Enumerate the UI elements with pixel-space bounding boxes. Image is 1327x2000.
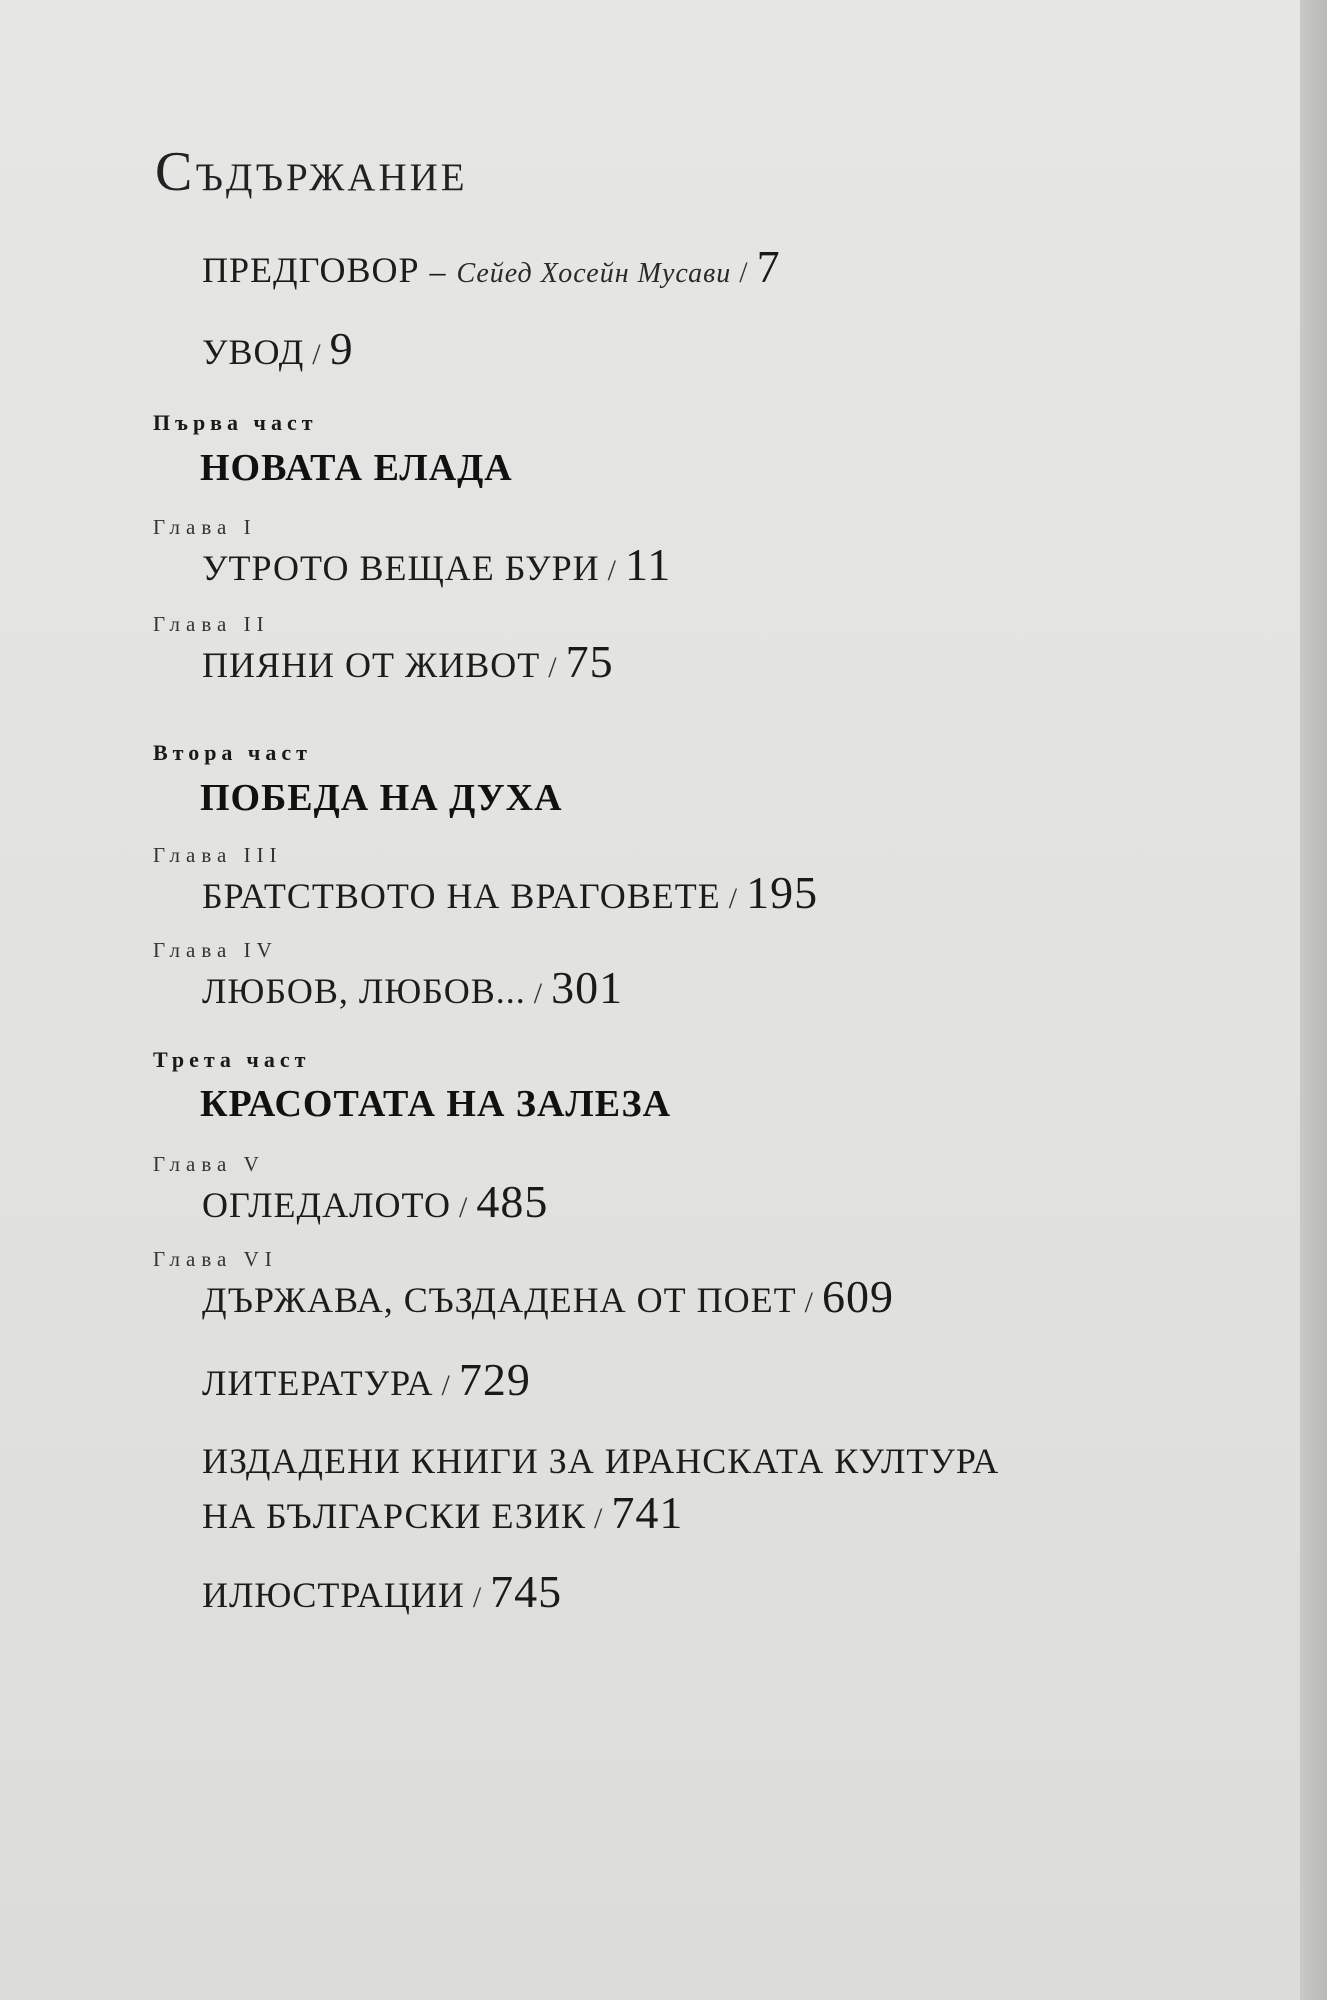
chapter-label: Глава VI xyxy=(153,1247,278,1271)
entry-separator: / xyxy=(607,554,618,587)
entry-label: ПИЯНИ ОТ ЖИВОТ xyxy=(202,645,541,685)
preface-author: Сейед Хосейн Мусави xyxy=(456,258,732,289)
entry-label: ЛИТЕРАТУРА xyxy=(202,1363,434,1403)
chapter-label: Глава V xyxy=(153,1152,265,1176)
entry-page-number: 745 xyxy=(490,1566,563,1617)
chapter-label: Глава I xyxy=(153,515,257,539)
toc-entry-chapter xyxy=(202,961,623,1014)
part-title: ПОБЕДА НА ДУХА xyxy=(200,777,563,819)
chapter-label: Глава IV xyxy=(153,938,278,962)
entry-label: УВОД xyxy=(202,332,305,372)
entry-separator: / xyxy=(459,1191,469,1224)
entry-label: ОГЛЕДАЛОТО xyxy=(202,1185,451,1225)
toc-entry-chapter xyxy=(202,1175,548,1228)
entry-label: ЛЮБОВ, ЛЮБОВ... xyxy=(202,971,526,1011)
entry-label: ДЪРЖАВА, СЪЗДАДЕНА ОТ ПОЕТ xyxy=(202,1280,797,1320)
toc-entry-chapter xyxy=(202,635,614,688)
chapter-label: Глава III xyxy=(153,843,283,867)
page-edge xyxy=(1300,0,1327,2000)
entry-label: НА БЪЛГАРСКИ ЕЗИК xyxy=(202,1496,586,1536)
part-label: Първа част xyxy=(153,410,318,435)
entry-separator: / xyxy=(804,1286,814,1319)
toc-entry-preface xyxy=(202,240,781,293)
entry-separator: / xyxy=(441,1369,451,1402)
entry-separator: / xyxy=(728,882,739,915)
entry-dash: – xyxy=(429,253,447,289)
entry-label: БРАТСТВОТО НА ВРАГОВЕТЕ xyxy=(202,876,721,916)
toc-entry-chapter xyxy=(202,538,671,591)
part-title: КРАСОТАТА НА ЗАЛЕЗА xyxy=(200,1083,672,1125)
entry-page-number: 11 xyxy=(625,539,672,590)
toc-title: Съдържание xyxy=(155,141,468,203)
entry-page-number: 609 xyxy=(821,1271,894,1322)
entry-separator: / xyxy=(548,651,558,684)
entry-page-number: 75 xyxy=(565,636,614,687)
toc-entry-literature xyxy=(202,1353,531,1406)
toc-entry-intro xyxy=(202,322,354,375)
entry-page-number: 729 xyxy=(458,1354,531,1405)
entry-separator: / xyxy=(533,977,544,1010)
entry-page-number: 741 xyxy=(611,1487,684,1538)
chapter-label: Глава II xyxy=(153,612,270,636)
part-title: НОВАТА ЕЛАДА xyxy=(200,447,513,489)
entry-page-number: 485 xyxy=(476,1176,549,1227)
toc-entry-chapter xyxy=(202,866,818,919)
entry-page-number: 301 xyxy=(551,962,624,1013)
entry-separator: / xyxy=(593,1502,604,1535)
entry-label: ПРЕДГОВОР xyxy=(202,250,420,290)
toc-entry-books-line1: ИЗДАДЕНИ КНИГИ ЗА ИРАНСКАТА КУЛТУРА xyxy=(202,1441,1000,1481)
toc-entry-chapter xyxy=(202,1270,894,1323)
entry-label: УТРОТО ВЕЩАЕ БУРИ xyxy=(202,548,600,588)
entry-page-number: 9 xyxy=(329,323,354,374)
entry-separator: / xyxy=(739,256,749,289)
part-label: Втора част xyxy=(153,740,312,765)
entry-label: ИЛЮСТРАЦИИ xyxy=(202,1575,465,1615)
entry-separator: / xyxy=(472,1581,483,1614)
entry-page-number: 195 xyxy=(746,867,819,918)
toc-entry-books-line2 xyxy=(202,1486,683,1539)
toc-entry-illustrations xyxy=(202,1565,562,1618)
entry-page-number: 7 xyxy=(756,241,781,292)
entry-separator: / xyxy=(312,338,322,371)
part-label: Трета част xyxy=(153,1047,311,1072)
